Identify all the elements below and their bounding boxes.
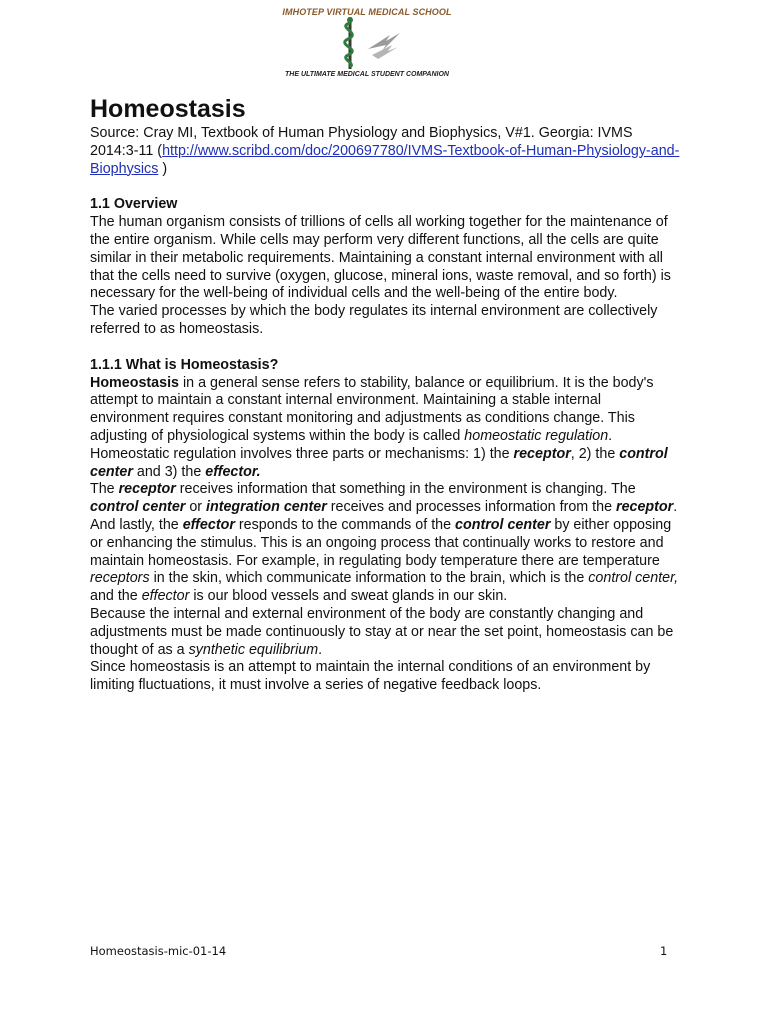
source-prefix: Source: Cray MI, Textbook of Human Physiology and Biophysics, V#1. Georgia: IVMS 2014:3-11 ( — [90, 125, 633, 159]
caduceus-icon — [328, 15, 408, 71]
text-span: . — [256, 463, 261, 480]
logo — [278, 5, 456, 89]
term-synthetic-equilibrium: synthetic equilibrium — [188, 641, 319, 658]
overview-heading: 1.1 Overview — [90, 196, 178, 213]
logo-title: IMHOTEP VIRTUAL MEDICAL SCHOOL — [282, 7, 452, 17]
text-span: , 2) the — [570, 445, 620, 462]
text-span: in the skin, which communicate information to the brain, which is the — [149, 570, 589, 587]
term-receptor: receptor — [513, 445, 571, 462]
term-effector: effector — [141, 588, 190, 605]
text-span: receives and processes information from the — [326, 499, 617, 516]
document-body — [90, 93, 680, 695]
text-span: . — [608, 427, 613, 444]
text-span: The — [90, 481, 119, 498]
term-control-center: control center — [455, 516, 551, 533]
text-span: receives information that something in the environment is changing. The — [175, 481, 636, 498]
what-is-paragraph-3 — [90, 481, 680, 517]
text-span: Homeostatic regulation involves three parts or mechanisms: 1) the — [90, 445, 514, 462]
source-suffix: ) — [158, 160, 168, 177]
what-is-paragraph-1 — [90, 375, 680, 446]
what-is-heading: 1.1.1 What is Homeostasis? — [90, 356, 279, 373]
text-span: is our blood vessels and sweat glands in our skin. — [189, 588, 508, 605]
overview-paragraph-2: The varied processes by which the body regulates its internal environment are collectively referred to as homeostasis. — [90, 303, 658, 337]
footer-doc-id: Homeostasis-mic-01-14 — [90, 944, 227, 958]
text-span: by either opposing or enhancing the stimulus. This is an ongoing process that continually works to restore and maintain homeostasis. For example, in regulating body temperature there are temperature — [90, 516, 672, 569]
term-effector: effector — [205, 463, 257, 480]
what-is-paragraph-2 — [90, 446, 680, 482]
what-is-paragraph-4 — [90, 517, 680, 606]
text-span: or — [185, 499, 207, 516]
source-link[interactable]: http://www.scribd.com/doc/200697780/IVMS-Textbook-of-Human-Physiology-and-Biophysics — [90, 142, 680, 177]
overview-paragraph-1: The human organism consists of trillions of cells all working together for the maintenance of the entire organism. While cells may perform very different functions, all the cells are quite similar in their metabolic requirements. Maintaining a constant internal environment with all that the cells need to survive (oxygen, glucose, mineral ions, waste removal, and so forth) is necessary for the well-being of individual cells and the well-being of the entire body. — [90, 214, 671, 302]
footer-page-number: 1 — [660, 944, 668, 958]
text-span: Because the internal and external environment of the body are constantly changing and adjustments must be made continuously to stay at or near the set point, homeostasis can be thought of as a — [90, 605, 674, 658]
text-span: And lastly, the — [90, 516, 183, 533]
term-control-center: control center, — [588, 570, 679, 587]
term-homeostatic-regulation: homeostatic regulation — [464, 427, 609, 444]
text-span: . — [673, 499, 678, 516]
term-integration-center: integration center — [206, 499, 327, 516]
term-receptor: receptor — [616, 499, 674, 516]
term-control-center: control center — [90, 445, 668, 480]
text-span: and the — [90, 588, 142, 605]
text-span: . — [318, 641, 323, 658]
term-effector: effector — [182, 516, 235, 533]
term-receptors: receptors — [90, 570, 150, 587]
page-title: Homeostasis — [90, 95, 246, 123]
term-receptor: receptor — [118, 481, 176, 498]
term-control-center: control center — [90, 499, 186, 516]
what-is-paragraph-6: Since homeostasis is an attempt to maintain the internal conditions of an environment by limiting fluctuations, it must involve a series of negative feedback loops. — [90, 659, 651, 694]
logo-tagline: THE ULTIMATE MEDICAL STUDENT COMPANION — [285, 71, 449, 78]
text-span: and 3) the — [132, 463, 206, 480]
what-is-paragraph-5 — [90, 606, 680, 659]
text-span: in a general sense refers to stability, balance or equilibrium. It is the body's attempt to maintain a constant internal environment. Maintaining a stable internal environment requires constant monitoring and adjustments as conditions change. This adjusting of physiological systems within the body is called — [90, 374, 654, 444]
term-homeostasis: Homeostasis — [90, 374, 179, 391]
text-span: responds to the commands of the — [234, 516, 456, 533]
source-citation — [90, 125, 680, 178]
